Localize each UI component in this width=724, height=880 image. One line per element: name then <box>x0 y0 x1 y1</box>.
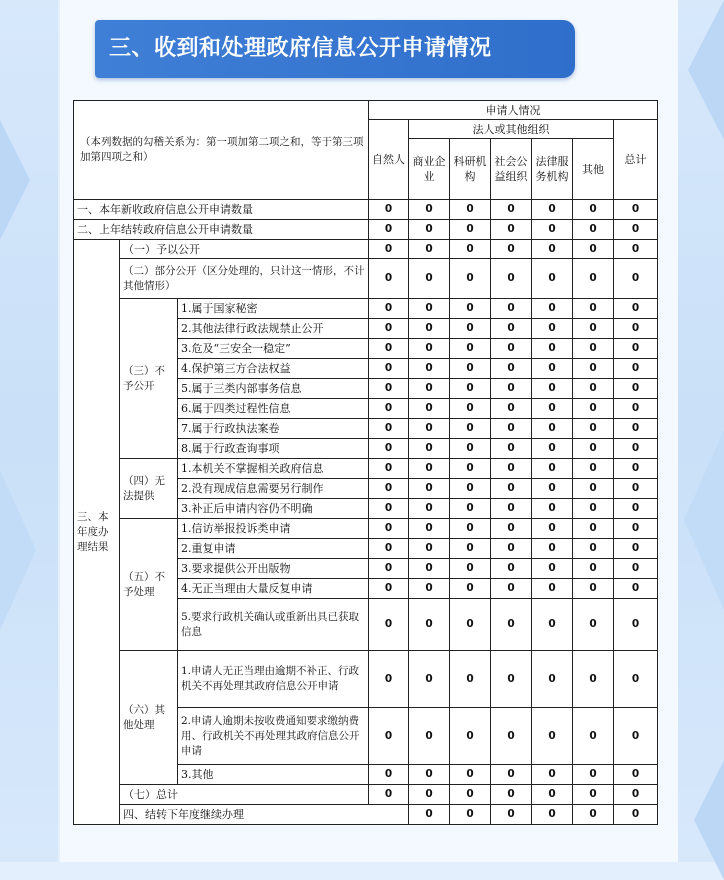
cell-value: 0 <box>450 459 491 479</box>
cell-value: 0 <box>573 439 614 459</box>
cell-value: 0 <box>573 708 614 765</box>
cell-value: 0 <box>491 419 532 439</box>
cell-value: 0 <box>369 579 409 599</box>
row-label: 四、结转下年度继续办理 <box>120 805 409 825</box>
cell-value: 0 <box>491 479 532 499</box>
row-label: 3.其他 <box>178 765 369 785</box>
cell-value: 0 <box>369 539 409 559</box>
cell-value: 0 <box>573 419 614 439</box>
cell-value: 0 <box>532 479 573 499</box>
cell-value: 0 <box>369 240 409 259</box>
row-label: 3.补正后申请内容仍不明确 <box>178 499 369 519</box>
header-commercial: 商业企业 <box>409 139 450 200</box>
cell-value: 0 <box>573 379 614 399</box>
row-label: 4.保护第三方合法权益 <box>178 359 369 379</box>
decor-triangle <box>0 120 30 240</box>
cell-value: 0 <box>450 299 491 319</box>
cell-value: 0 <box>614 359 658 379</box>
cell-value: 0 <box>614 519 658 539</box>
cell-value: 0 <box>369 200 409 220</box>
cell-value: 0 <box>614 200 658 220</box>
cell-value: 0 <box>450 765 491 785</box>
cell-value: 0 <box>369 708 409 765</box>
row-label: 2.申请人逾期未按收费通知要求缴纳费用、行政机关不再处理其政府信息公开申请 <box>178 708 369 765</box>
cell-value: 0 <box>409 559 450 579</box>
cell-value: 0 <box>614 220 658 240</box>
cell-value: 0 <box>491 708 532 765</box>
cell-value: 0 <box>409 240 450 259</box>
cell-value: 0 <box>491 299 532 319</box>
cell-value: 0 <box>614 708 658 765</box>
cell-value: 0 <box>573 519 614 539</box>
cell-value: 0 <box>532 259 573 299</box>
row-label: 3.危及“三安全一稳定” <box>178 339 369 359</box>
cell-value: 0 <box>614 259 658 299</box>
cell-value: 0 <box>450 259 491 299</box>
cell-value: 0 <box>573 319 614 339</box>
cell-value: 0 <box>614 379 658 399</box>
header-total: 总计 <box>614 120 658 200</box>
header-social: 社会公益组织 <box>491 139 532 200</box>
cell-value: 0 <box>614 419 658 439</box>
section-title: 三、收到和处理政府信息公开申请情况 <box>109 36 492 61</box>
cell-value: 0 <box>491 785 532 805</box>
cell-value: 0 <box>369 259 409 299</box>
cell-value: 0 <box>532 419 573 439</box>
cell-value: 0 <box>573 499 614 519</box>
cell-value: 0 <box>614 459 658 479</box>
cell-value: 0 <box>573 785 614 805</box>
cell-value: 0 <box>409 220 450 240</box>
cell-value: 0 <box>532 708 573 765</box>
header-other: 其他 <box>573 139 614 200</box>
cell-value: 0 <box>369 559 409 579</box>
group-label: （五）不予处理 <box>120 519 178 651</box>
application-statistics-table <box>73 100 658 825</box>
cell-value: 0 <box>573 259 614 299</box>
cell-value: 0 <box>450 479 491 499</box>
row-label: 一、本年新收政府信息公开申请数量 <box>74 200 369 220</box>
header-legal-group: 法人或其他组织 <box>409 120 614 139</box>
section-three-label: 三、本年度办理结果 <box>74 240 120 825</box>
cell-value: 0 <box>369 379 409 399</box>
row-label: 2.其他法律行政法规禁止公开 <box>178 319 369 339</box>
cell-value: 0 <box>369 599 409 651</box>
cell-value: 0 <box>491 200 532 220</box>
cell-value: 0 <box>573 805 614 825</box>
cell-value: 0 <box>491 579 532 599</box>
cell-value: 0 <box>450 599 491 651</box>
cell-value: 0 <box>369 479 409 499</box>
decor-triangle <box>688 0 724 140</box>
cell-value: 0 <box>369 220 409 240</box>
cell-value: 0 <box>491 499 532 519</box>
cell-value: 0 <box>573 399 614 419</box>
cell-value: 0 <box>450 419 491 439</box>
cell-value: 0 <box>369 319 409 339</box>
cell-value: 0 <box>573 339 614 359</box>
cell-value: 0 <box>409 499 450 519</box>
group-label: （四）无法提供 <box>120 459 178 519</box>
cell-value: 0 <box>614 651 658 708</box>
row-label: （二）部分公开（区分处理的，只计这一情形，不计其他情形） <box>120 259 369 299</box>
cell-value: 0 <box>614 439 658 459</box>
cell-value: 0 <box>369 339 409 359</box>
cell-value: 0 <box>409 805 450 825</box>
table-row <box>74 459 658 479</box>
cell-value: 0 <box>573 220 614 240</box>
cell-value: 0 <box>409 785 450 805</box>
row-label: 5.要求行政机关确认或重新出具已获取信息 <box>178 599 369 651</box>
cell-value: 0 <box>614 299 658 319</box>
cell-value: 0 <box>491 399 532 419</box>
table-row <box>74 651 658 708</box>
cell-value: 0 <box>491 651 532 708</box>
group-label: （六）其他处理 <box>120 651 178 785</box>
row-label: 3.要求提供公开出版物 <box>178 559 369 579</box>
cell-value: 0 <box>491 805 532 825</box>
header-law: 法律服务机构 <box>532 139 573 200</box>
cell-value: 0 <box>532 220 573 240</box>
cell-value: 0 <box>409 299 450 319</box>
cell-value: 0 <box>409 519 450 539</box>
cell-value: 0 <box>491 439 532 459</box>
cell-value: 0 <box>532 785 573 805</box>
row-label: （七）总计 <box>120 785 369 805</box>
cell-value: 0 <box>450 319 491 339</box>
cell-value: 0 <box>491 319 532 339</box>
cell-value: 0 <box>491 559 532 579</box>
cell-value: 0 <box>532 519 573 539</box>
cell-value: 0 <box>532 379 573 399</box>
table-row <box>74 259 658 299</box>
cell-value: 0 <box>450 708 491 765</box>
cell-value: 0 <box>369 765 409 785</box>
cell-value: 0 <box>532 559 573 579</box>
cell-value: 0 <box>450 439 491 459</box>
cell-value: 0 <box>614 785 658 805</box>
row-label: 4.无正当理由大量反复申请 <box>178 579 369 599</box>
row-label: 5.属于三类内部事务信息 <box>178 379 369 399</box>
decor-triangle <box>684 430 724 610</box>
cell-value: 0 <box>491 339 532 359</box>
row-label: （一）予以公开 <box>120 240 369 259</box>
cell-value: 0 <box>409 200 450 220</box>
row-label: 8.属于行政查询事项 <box>178 439 369 459</box>
cell-value: 0 <box>409 419 450 439</box>
cell-value: 0 <box>450 339 491 359</box>
cell-value: 0 <box>450 651 491 708</box>
cell-value: 0 <box>614 479 658 499</box>
cell-value: 0 <box>532 439 573 459</box>
cell-value: 0 <box>532 579 573 599</box>
group-label: （三）不予公开 <box>120 299 178 459</box>
cell-value: 0 <box>369 359 409 379</box>
cell-value: 0 <box>614 765 658 785</box>
cell-value: 0 <box>573 599 614 651</box>
cell-value: 0 <box>532 499 573 519</box>
cell-value: 0 <box>573 559 614 579</box>
cell-value: 0 <box>532 319 573 339</box>
cell-value: 0 <box>532 399 573 419</box>
cell-value: 0 <box>491 240 532 259</box>
cell-value: 0 <box>409 399 450 419</box>
cell-value: 0 <box>450 519 491 539</box>
cell-value: 0 <box>532 805 573 825</box>
cell-value: 0 <box>450 579 491 599</box>
row-label: 2.重复申请 <box>178 539 369 559</box>
cell-value: 0 <box>491 459 532 479</box>
cell-value: 0 <box>614 559 658 579</box>
cell-value: 0 <box>409 479 450 499</box>
cell-value: 0 <box>614 319 658 339</box>
row-label: 6.属于四类过程性信息 <box>178 399 369 419</box>
cell-value: 0 <box>450 240 491 259</box>
row-label: 1.申请人无正当理由逾期不补正、行政机关不再处理其政府信息公开申请 <box>178 651 369 708</box>
cell-value: 0 <box>450 785 491 805</box>
cell-value: 0 <box>614 240 658 259</box>
cell-value: 0 <box>369 439 409 459</box>
cell-value: 0 <box>409 579 450 599</box>
cell-value: 0 <box>573 479 614 499</box>
cell-value: 0 <box>491 599 532 651</box>
row-label: 二、上年结转政府信息公开申请数量 <box>74 220 369 240</box>
cell-value: 0 <box>532 539 573 559</box>
cell-value: 0 <box>614 599 658 651</box>
cell-value: 0 <box>450 805 491 825</box>
cell-value: 0 <box>491 539 532 559</box>
cell-value: 0 <box>573 579 614 599</box>
table-row <box>74 240 658 259</box>
cell-value: 0 <box>573 459 614 479</box>
header-note: （本列数据的勾稽关系为：第一项加第二项之和，等于第三项加第四项之和） <box>74 101 369 200</box>
table-row <box>74 200 658 220</box>
cell-value: 0 <box>614 499 658 519</box>
cell-value: 0 <box>532 599 573 651</box>
cell-value: 0 <box>573 539 614 559</box>
cell-value: 0 <box>369 419 409 439</box>
cell-value: 0 <box>409 599 450 651</box>
row-label: 1.本机关不掌握相关政府信息 <box>178 459 369 479</box>
row-label: 2.没有现成信息需要另行制作 <box>178 479 369 499</box>
cell-value: 0 <box>532 765 573 785</box>
header-applicant: 申请人情况 <box>369 101 658 120</box>
cell-value: 0 <box>369 785 409 805</box>
cell-value: 0 <box>450 559 491 579</box>
cell-value: 0 <box>409 319 450 339</box>
cell-value: 0 <box>614 539 658 559</box>
header-natural-person: 自然人 <box>369 120 409 200</box>
cell-value: 0 <box>573 651 614 708</box>
cell-value: 0 <box>409 651 450 708</box>
cell-value: 0 <box>614 339 658 359</box>
cell-value: 0 <box>532 359 573 379</box>
row-label: 7.属于行政执法案卷 <box>178 419 369 439</box>
cell-value: 0 <box>532 459 573 479</box>
header-research: 科研机构 <box>450 139 491 200</box>
cell-value: 0 <box>369 399 409 419</box>
cell-value: 0 <box>532 299 573 319</box>
cell-value: 0 <box>491 220 532 240</box>
cell-value: 0 <box>573 299 614 319</box>
cell-value: 0 <box>450 379 491 399</box>
cell-value: 0 <box>532 240 573 259</box>
table-row <box>74 220 658 240</box>
table-row <box>74 519 658 539</box>
cell-value: 0 <box>369 651 409 708</box>
cell-value: 0 <box>409 359 450 379</box>
cell-value: 0 <box>450 359 491 379</box>
cell-value: 0 <box>409 259 450 299</box>
cell-value: 0 <box>450 220 491 240</box>
cell-value: 0 <box>369 519 409 539</box>
table-row <box>74 299 658 319</box>
cell-value: 0 <box>409 339 450 359</box>
cell-value: 0 <box>369 499 409 519</box>
cell-value: 0 <box>409 708 450 765</box>
cell-value: 0 <box>573 240 614 259</box>
cell-value: 0 <box>491 765 532 785</box>
row-label: 1.属于国家秘密 <box>178 299 369 319</box>
cell-value: 0 <box>450 499 491 519</box>
cell-value: 0 <box>450 539 491 559</box>
cell-value: 0 <box>573 200 614 220</box>
cell-value: 0 <box>532 200 573 220</box>
cell-value: 0 <box>614 805 658 825</box>
cell-value: 0 <box>532 651 573 708</box>
cell-value: 0 <box>409 765 450 785</box>
decor-triangle <box>0 470 36 630</box>
table-row <box>74 805 658 825</box>
cell-value: 0 <box>409 439 450 459</box>
cell-value: 0 <box>409 539 450 559</box>
cell-value: 0 <box>573 359 614 379</box>
section-banner <box>95 20 575 78</box>
cell-value: 0 <box>614 579 658 599</box>
cell-value: 0 <box>409 379 450 399</box>
cell-value: 0 <box>409 459 450 479</box>
cell-value: 0 <box>532 339 573 359</box>
cell-value: 0 <box>450 399 491 419</box>
cell-value: 0 <box>491 259 532 299</box>
cell-value: 0 <box>573 765 614 785</box>
cell-value: 0 <box>491 359 532 379</box>
cell-value: 0 <box>491 379 532 399</box>
cell-value: 0 <box>614 399 658 419</box>
cell-value: 0 <box>369 459 409 479</box>
decor-triangle <box>694 760 724 880</box>
cell-value: 0 <box>491 519 532 539</box>
row-label: 1.信访举报投诉类申请 <box>178 519 369 539</box>
cell-value: 0 <box>450 200 491 220</box>
cell-value: 0 <box>369 299 409 319</box>
table-row <box>74 785 658 805</box>
